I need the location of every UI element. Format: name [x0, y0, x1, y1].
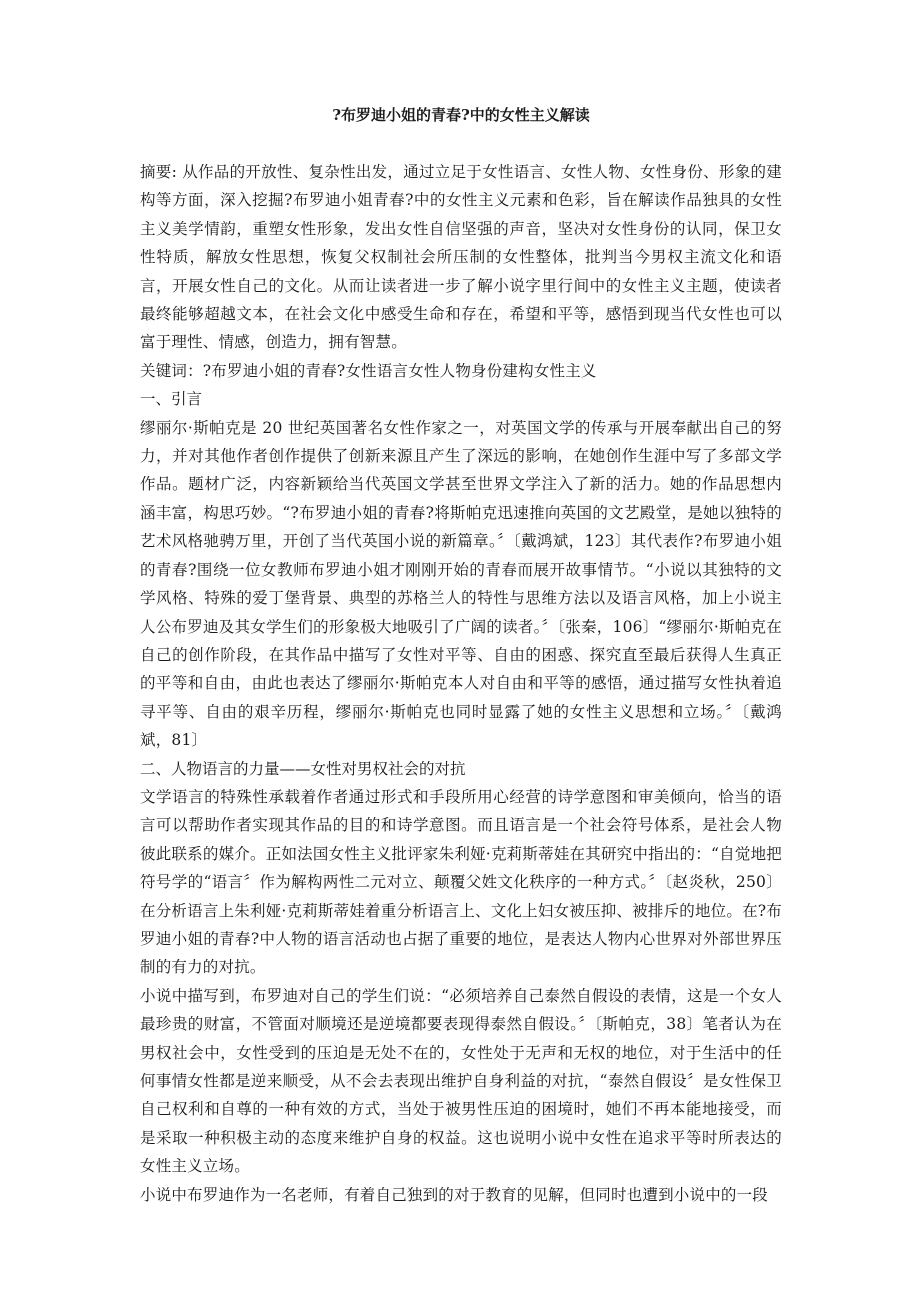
body-paragraph: 小说中描写到，布罗迪对自己的学生们说：“必须培养自己泰然自假设的表情，这是一个女人最珍贵的财富，不管面对顺境还是逆境都要表现得泰然自假设。〞〔斯帕克，38〕笔者认为在男权社会中，女性受到的压迫是无处不在的，女性处于无声和无权的地位，对于生活中的任何事情女性都是逆来顺受，从不会去表现出维护自身利益的对抗，“泰然自假设〞是女性保卫自己权利和自尊的一种有效的方式，当处于被男性压迫的困境时，她们不再本能地接受，而是采取一种积极主动的态度来维护自身的权益。这也说明小说中女性在追求平等时所表达的女性主义立场。 [140, 986, 782, 1176]
body-paragraph: 缪丽尔·斯帕克是 20 世纪英国著名女性作家之一，对英国文学的传承与开展奉献出自己的努力，并对其他作者创作提供了创新来源且产生了深远的影响，在她创作生涯中写了多部文学作品。题材广泛，内容新颖给当代英国文学甚至世界文学注入了新的活力。她的作品思想内涵丰富，构思巧妙。“?布罗迪小姐的青春?将斯帕克迅速推向英国的文艺殿堂，是她以独特的艺术风格驰骋万里，开创了当代英国小说的新篇章。〞〔戴鸿斌，123〕其代表作?布罗迪小姐的青春?围绕一位女教师布罗迪小姐才刚刚开始的青春而展开故事情节。“小说以其独特的文学风格、特殊的爱丁堡背景、典型的苏格兰人的特性与思维方法以及语言风格，加上小说主人公布罗迪及其女学生们的形象极大地吸引了广阔的读者。〞〔张秦，106〕“缪丽尔·斯帕克在自己的创作阶段，在其作品中描写了女性对平等、自由的困惑、探究直至最后获得人生真正的平等和自由，由此也表达了缪丽尔·斯帕克本人对自由和平等的感悟，通过描写女性执着追寻平等、自由的艰辛历程，缪丽尔·斯帕克也同时显露了她的女性主义思想和立场。〞〔戴鸿斌，81〕 [140, 418, 782, 750]
section-heading-introduction: 一、引言 [140, 390, 203, 409]
body-paragraph: 小说中布罗迪作为一名老师，有着自己独到的对于教育的见解，但同时也遭到小说中的一段 [140, 1185, 769, 1204]
document-title: ?布罗迪小姐的青春?中的女性主义解读 [332, 106, 590, 124]
keywords-line: 关键词：?布罗迪小姐的青春?女性语言女性人物身份建构女性主义 [140, 361, 597, 380]
document-page [140, 104, 782, 1209]
section-heading-character-language: 二、人物语言的力量——女性对男权社会的对抗 [140, 759, 466, 778]
abstract-paragraph: 摘要: 从作品的开放性、复杂性出发，通过立足于女性语言、女性人物、女性身份、形象的建构等方面，深入挖掘?布罗迪小姐青春?中的女性主义元素和色彩，旨在解读作品独具的女性主义美学情韵，重塑女性形象，发出女性自信坚强的声音，坚决对女性身份的认同，保卫女性特质，解放女性思想，恢复父权制社会所压制的女性整体，批判当今男权主流文化和语言，开展女性自己的文化。从而让读者进一步了解小说字里行间中的女性主义主题，使读者最终能够超越文本，在社会文化中感受生命和存在，希望和平等，感悟到现当代女性也可以富于理性、情感，创造力，拥有智慧。 [140, 163, 782, 352]
body-paragraph: 文学语言的特殊性承载着作者通过形式和手段所用心经营的诗学意图和审美倾向，恰当的语言可以帮助作者实现其作品的目的和诗学意图。而且语言是一个社会符号体系，是社会人物彼此联系的媒介。正如法国女性主义批评家朱利娅·克莉斯蒂娃在其研究中指出的：“自觉地把符号学的“语言〞作为解构两性二元对立、颠覆父姓文化秩序的一种方式。〞〔赵炎秋，250〕在分析语言上朱利娅·克莉斯蒂娃着重分析语言上、文化上妇女被压抑、被排斥的地位。在?布罗迪小姐的青春?中人物的语言活动也占据了重要的地位，是表达人物内心世界对外部世界压制的有力的对抗。 [140, 787, 782, 977]
